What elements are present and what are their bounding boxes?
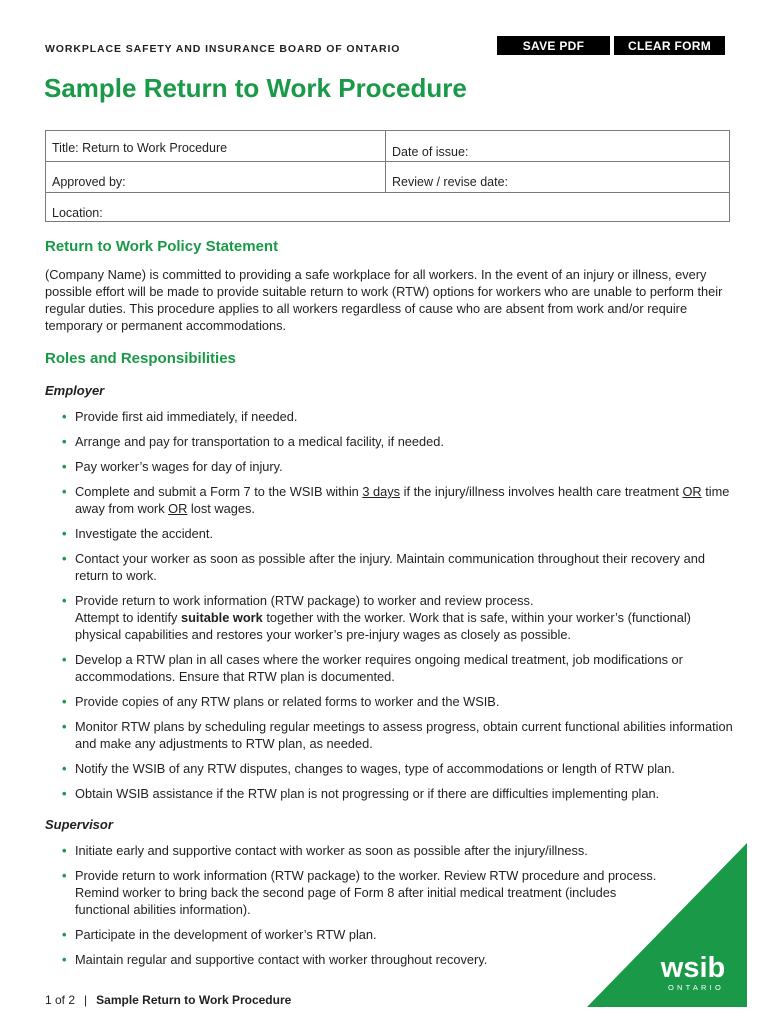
page-footer: 1 of 2 | Sample Return to Work Procedure	[45, 993, 292, 1007]
bullet-icon: •	[62, 694, 67, 709]
clear-form-button[interactable]: CLEAR FORM	[614, 36, 725, 55]
logo-wordmark: wsib	[660, 952, 726, 984]
list-item: • Contact your worker as soon as possible after the injury. Maintain communication throughout their recovery and return to work.	[62, 551, 705, 583]
title-field[interactable]: Title: Return to Work Procedure	[46, 131, 386, 162]
page-title: Sample Return to Work Procedure	[44, 73, 467, 103]
list-item: • Provide first aid immediately, if needed.	[62, 409, 298, 424]
bullet-icon: •	[62, 719, 67, 734]
policy-text: (Company Name) is committed to providing a safe workplace for all workers. In the event of an injury or illness, every possible effort will be made to provide suitable return to work (RTW) options for workers who are unable to perform their regular duties. This procedure applies to all workers regardless of cause who are absent from work and/or require temporary or permanent accommodations.	[45, 267, 723, 333]
save-pdf-button[interactable]: SAVE PDF	[497, 36, 610, 55]
review-date-field[interactable]: Review / revise date:	[386, 162, 730, 193]
employer-subheading: Employer	[45, 383, 105, 398]
wsib-logo	[587, 843, 747, 1007]
list-item: • Provide copies of any RTW plans or related forms to worker and the WSIB.	[62, 694, 500, 709]
bullet-icon: •	[62, 459, 67, 474]
list-item: • Initiate early and supportive contact with worker as soon as possible after the injury/illness.	[62, 843, 588, 858]
list-item: • Provide return to work information (RTW package) to worker and review process. Attempt to identify suitable work together with the worker. Work that is safe, within your worker’s (functional) physical capabilities and restores your worker’s pre-injury wages as closely as possible.	[62, 593, 691, 642]
page-number: 1 of 2	[45, 993, 76, 1007]
bullet-icon: •	[62, 786, 67, 801]
list-item: • Investigate the accident.	[62, 526, 214, 541]
list-item: • Pay worker’s wages for day of injury.	[62, 459, 283, 474]
bullet-icon: •	[62, 843, 67, 858]
date-of-issue-field[interactable]: Date of issue:	[386, 131, 730, 162]
org-name: WORKPLACE SAFETY AND INSURANCE BOARD OF ONTARIO	[45, 43, 401, 55]
list-item: • Complete and submit a Form 7 to the WSIB within 3 days if the injury/illness involves health care treatment OR time away from work OR lost wages.	[62, 484, 730, 516]
list-item: • Provide return to work information (RTW package) to the worker. Review RTW procedure and process. Remind worker to bring back the second page of Form 8 after initial medical treatment (includes functional abilities information).	[62, 868, 657, 917]
bullet-icon: •	[62, 593, 67, 608]
bullet-icon: •	[62, 868, 67, 883]
bullet-icon: •	[62, 761, 67, 776]
location-field[interactable]: Location:	[52, 206, 103, 220]
policy-heading: Return to Work Policy Statement	[45, 238, 279, 255]
bullet-icon: •	[62, 952, 67, 967]
bullet-icon: •	[62, 927, 67, 942]
list-item: • Monitor RTW plans by scheduling regular meetings to assess progress, obtain current functional abilities information and make any adjustments to RTW plan, as needed.	[62, 719, 733, 751]
bullet-icon: •	[62, 551, 67, 566]
list-item: • Notify the WSIB of any RTW disputes, changes to wages, type of accommodations or length of RTW plan.	[62, 761, 675, 776]
logo-subtext: ONTARIO	[667, 983, 725, 992]
list-item: • Develop a RTW plan in all cases where the worker requires ongoing medical treatment, job modifications or accommodations. Ensure that RTW plan is documented.	[62, 652, 683, 684]
list-item: • Participate in the development of worker’s RTW plan.	[62, 927, 377, 942]
bullet-icon: •	[62, 526, 67, 541]
bullet-icon: •	[62, 484, 67, 499]
roles-heading: Roles and Responsibilities	[45, 350, 236, 367]
employer-list	[62, 408, 734, 810]
list-item: • Obtain WSIB assistance if the RTW plan is not progressing or if there are difficulties implementing plan.	[62, 786, 660, 801]
bullet-icon: •	[62, 434, 67, 449]
supervisor-list	[62, 842, 662, 976]
bullet-icon: •	[62, 652, 67, 667]
document-info-table	[45, 130, 730, 222]
approved-by-field[interactable]: Approved by:	[46, 162, 386, 193]
list-item: • Maintain regular and supportive contact with worker throughout recovery.	[62, 952, 488, 967]
supervisor-subheading: Supervisor	[45, 817, 113, 832]
bullet-icon: •	[62, 409, 67, 424]
list-item: • Arrange and pay for transportation to a medical facility, if needed.	[62, 434, 444, 449]
footer-doc-name: Sample Return to Work Procedure	[96, 993, 292, 1007]
